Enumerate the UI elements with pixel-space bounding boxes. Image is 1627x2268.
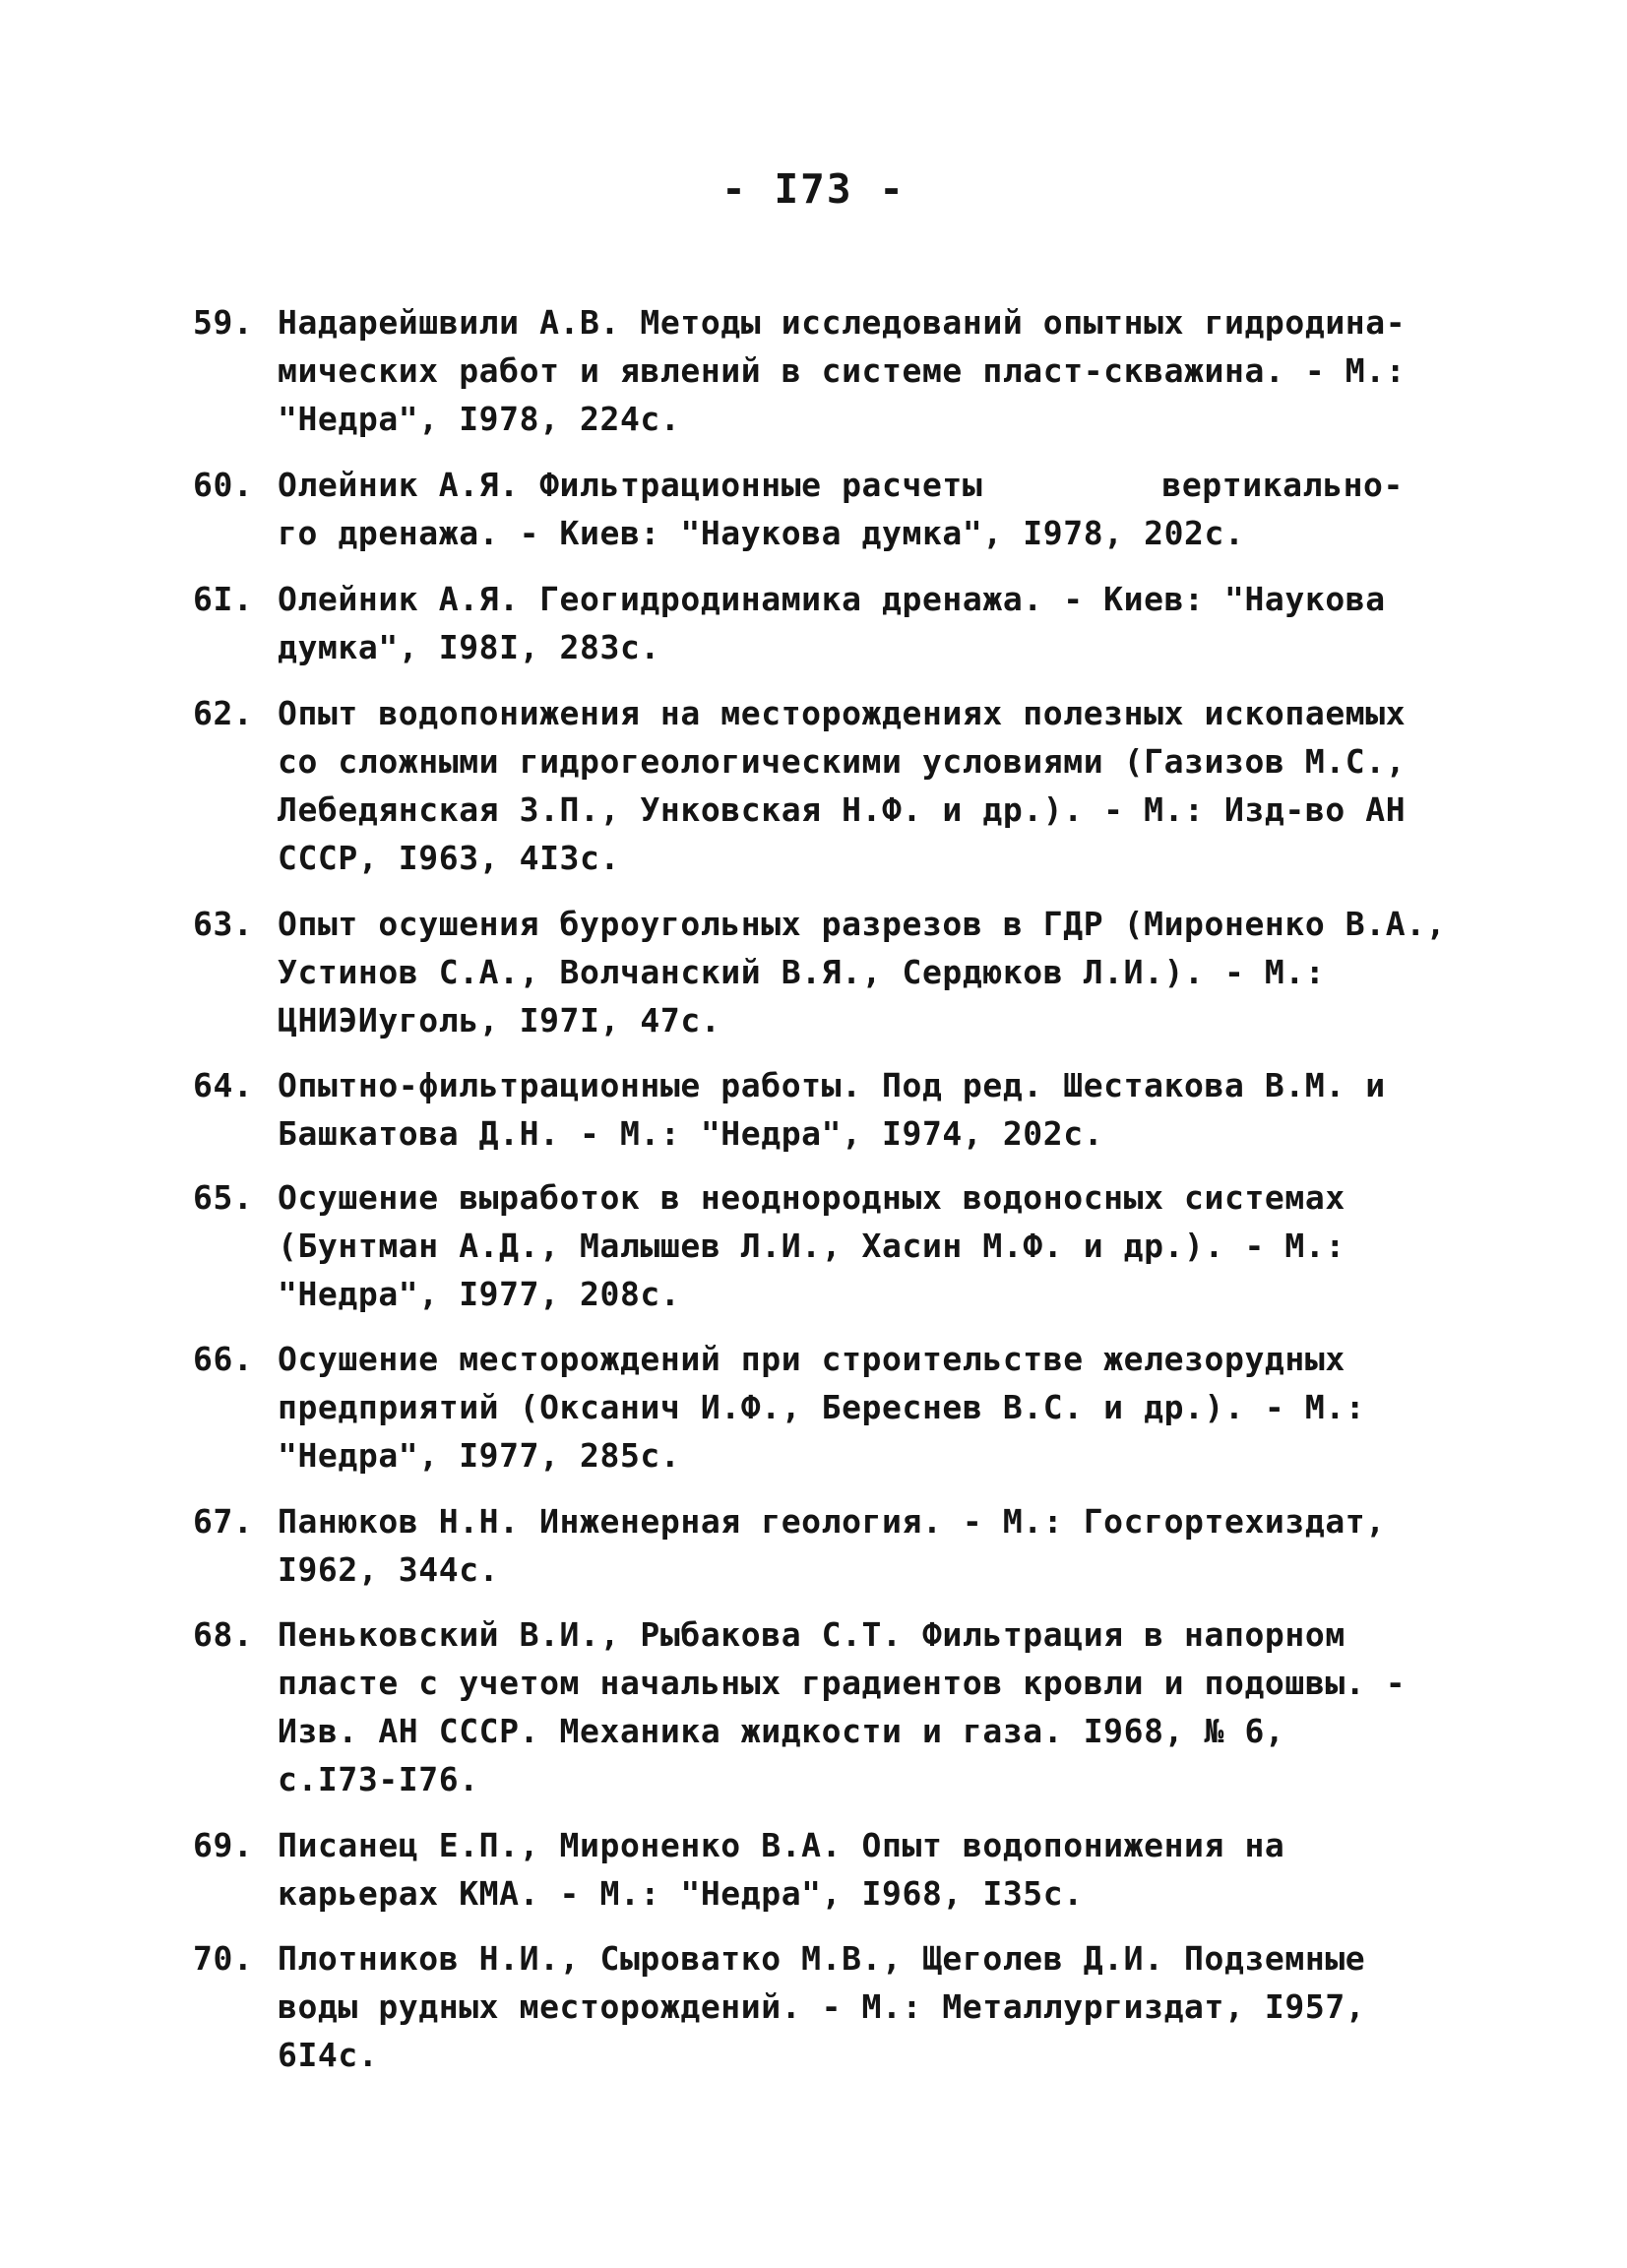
reference-number: 65. — [193, 1178, 254, 1217]
reference-number: 69. — [193, 1826, 254, 1864]
reference-line: Изв. АН СССР. Механика жидкости и газа. I968, № 6, — [278, 1712, 1285, 1750]
reference-line: Опыт водопонижения на месторождениях полезных ископаемых — [278, 694, 1407, 732]
reference-line-part: Олейник А.Я. Фильтрационные расчеты — [278, 466, 983, 504]
reference-line: предприятий (Оксанич И.Ф., Береснев В.С. и др.). - М.: — [278, 1388, 1366, 1426]
reference-item-60 — [193, 461, 1433, 557]
reference-line: Опыт осушения буроугольных разрезов в ГДР (Мироненко В.А., — [278, 905, 1447, 943]
reference-number: 68. — [193, 1615, 254, 1654]
reference-line: Плотников Н.И., Сыроватко М.В., Щеголев Д.И. Подземные — [278, 1939, 1366, 1978]
reference-line: Осушение выработок в неоднородных водоносных системах — [278, 1178, 1345, 1217]
reference-number: 66. — [193, 1340, 254, 1378]
reference-line: думка", I98I, 283с. — [278, 628, 660, 666]
reference-line: Лебедянская З.П., Унковская Н.Ф. и др.). - М.: Изд-во АН — [278, 790, 1407, 829]
reference-number: 64. — [193, 1066, 254, 1104]
reference-line: го дренажа. - Киев: "Наукова думка", I978, 202с. — [278, 514, 1245, 552]
reference-line: 6I4с. — [278, 2036, 379, 2074]
reference-line: воды рудных месторождений. - М.: Металлургиздат, I957, — [278, 1987, 1366, 2026]
reference-item-65 — [193, 1173, 1433, 1318]
reference-line: Писанец Е.П., Мироненко В.А. Опыт водопонижения на — [278, 1826, 1285, 1864]
reference-line: "Недра", I978, 224с. — [278, 400, 681, 438]
reference-line: (Бунтман А.Д., Малышев Л.И., Хасин М.Ф. и др.). - М.: — [278, 1227, 1345, 1265]
reference-line: СССР, I963, 4I3с. — [278, 839, 620, 877]
reference-line: Пеньковский В.И., Рыбакова С.Т. Фильтрация в напорном — [278, 1615, 1345, 1654]
reference-line: Устинов С.А., Волчанский В.Я., Сердюков Л.И.). - М.: — [278, 953, 1326, 991]
reference-item-67 — [193, 1497, 1433, 1594]
reference-number: 60. — [193, 466, 254, 504]
reference-line: пласте с учетом начальных градиентов кровли и подошвы. - — [278, 1664, 1407, 1702]
reference-item-59 — [193, 298, 1433, 443]
reference-line: с.I73-I76. — [278, 1760, 479, 1798]
reference-line-part: вертикально- — [1161, 466, 1404, 504]
reference-line: I962, 344с. — [278, 1550, 500, 1589]
reference-line: "Недра", I977, 208с. — [278, 1275, 681, 1313]
reference-number: 59. — [193, 303, 254, 342]
reference-item-69 — [193, 1821, 1433, 1918]
reference-line: Надарейшвили А.В. Методы исследований опытных гидродина- — [278, 303, 1407, 342]
reference-line: "Недра", I977, 285с. — [278, 1436, 681, 1475]
reference-item-66 — [193, 1335, 1433, 1480]
reference-item-61 — [193, 575, 1433, 671]
reference-number: 67. — [193, 1502, 254, 1541]
reference-number: 70. — [193, 1939, 254, 1978]
reference-line: Панюков Н.Н. Инженерная геология. - М.: Госгортехиздат, — [278, 1502, 1386, 1541]
reference-item-62 — [193, 689, 1433, 882]
reference-line: Олейник А.Я. Геогидродинамика дренажа. - Киев: "Наукова — [278, 580, 1386, 618]
reference-item-70 — [193, 1934, 1433, 2079]
reference-line: Опытно-фильтрационные работы. Под ред. Шестакова В.М. и — [278, 1066, 1386, 1104]
reference-number: 63. — [193, 905, 254, 943]
reference-line: Башкатова Д.Н. - М.: "Недра", I974, 202с. — [278, 1114, 1104, 1153]
reference-line: мических работ и явлений в системе пласт-скважина. - М.: — [278, 351, 1407, 390]
reference-line: карьерах КМА. - М.: "Недра", I968, I35с. — [278, 1874, 1084, 1913]
reference-number: 6I. — [193, 580, 254, 618]
page-number: - I73 - — [721, 165, 906, 213]
reference-number: 62. — [193, 694, 254, 732]
reference-item-68 — [193, 1610, 1433, 1803]
reference-line: Осушение месторождений при строительстве железорудных — [278, 1340, 1345, 1378]
reference-line: ЦНИЭИуголь, I97I, 47с. — [278, 1001, 721, 1040]
reference-item-64 — [193, 1061, 1433, 1158]
reference-item-63 — [193, 900, 1447, 1044]
reference-line: со сложными гидрогеологическими условиями (Газизов М.С., — [278, 742, 1407, 781]
reference-line — [278, 461, 1404, 509]
